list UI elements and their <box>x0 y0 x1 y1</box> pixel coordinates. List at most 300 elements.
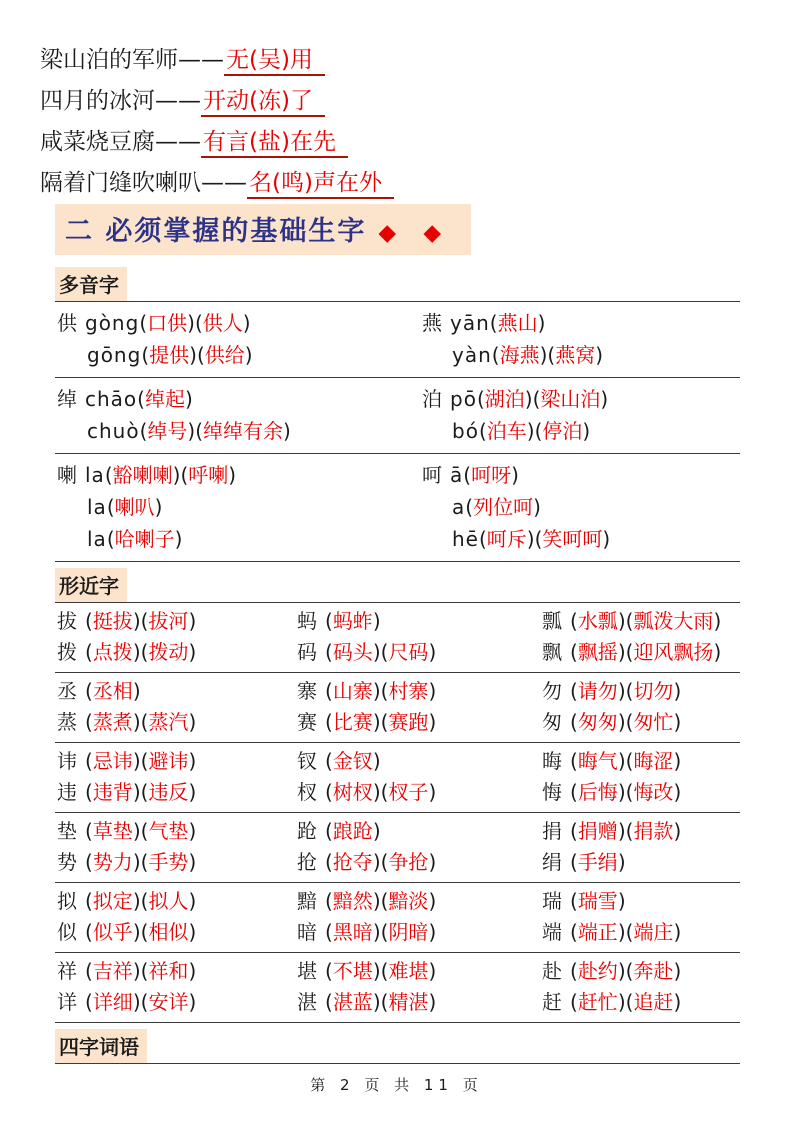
xingjin-cell <box>57 637 297 668</box>
close-paren: ) <box>132 640 141 664</box>
duoyin-group <box>55 378 740 454</box>
example-word: 点拨 <box>92 640 133 664</box>
riddle-line <box>40 40 793 81</box>
xingjin-cell <box>297 886 542 917</box>
xingjin-cell <box>57 676 297 707</box>
open-paren: ( <box>534 527 543 551</box>
duoyin-entry <box>57 459 422 555</box>
head-character: 拟 <box>57 889 77 913</box>
xingjin-row <box>57 886 740 917</box>
head-character: 绢 <box>542 850 562 874</box>
example-word: 豁喇喇 <box>112 463 173 487</box>
riddle-answer: 开动(冻)了 <box>201 88 325 117</box>
riddle-line <box>40 81 793 122</box>
example-word: 捐赠 <box>577 819 618 843</box>
open-paren: ( <box>85 959 93 983</box>
example-word: 迎风飘扬 <box>633 640 714 664</box>
xingjin-cell <box>542 777 740 808</box>
close-paren: ) <box>188 889 197 913</box>
head-character: 瑞 <box>542 889 562 913</box>
xingjin-cell <box>297 676 542 707</box>
example-word: 违反 <box>148 780 189 804</box>
close-paren: ) <box>713 640 722 664</box>
open-paren: ( <box>534 419 543 443</box>
close-paren: ) <box>428 990 437 1014</box>
open-paren: ( <box>325 749 333 773</box>
head-character: 呵 <box>422 463 442 487</box>
xingjin-cell <box>297 956 542 987</box>
riddle-dash: —— <box>201 170 247 196</box>
open-paren: ( <box>380 710 389 734</box>
example-word: 停泊 <box>542 419 583 443</box>
example-word: 供给 <box>204 343 245 367</box>
duoyin-line <box>422 523 740 555</box>
xingjin-cell <box>57 987 297 1018</box>
open-paren: ( <box>325 609 333 633</box>
close-paren: ) <box>372 819 381 843</box>
xingjin-cell <box>57 886 297 917</box>
open-paren: ( <box>380 889 389 913</box>
riddle-line <box>40 163 793 204</box>
duoyin-line <box>57 491 422 523</box>
open-paren: ( <box>106 527 115 551</box>
close-paren: ) <box>428 679 437 703</box>
close-paren: ) <box>673 749 682 773</box>
close-paren: ) <box>533 495 541 519</box>
xingjin-group <box>55 813 740 883</box>
example-word: 口供 <box>147 311 188 335</box>
close-paren: ) <box>188 640 197 664</box>
open-paren: ( <box>380 920 389 944</box>
close-paren: ) <box>154 495 163 519</box>
close-paren: ) <box>617 679 626 703</box>
close-paren: ) <box>372 959 381 983</box>
open-paren: ( <box>196 343 205 367</box>
example-word: 供人 <box>202 311 243 335</box>
close-paren: ) <box>244 343 253 367</box>
close-paren: ) <box>602 527 611 551</box>
page-footer: 第 2 页 共 11 页 <box>310 1076 483 1094</box>
duoyin-line <box>57 383 422 415</box>
riddle-question: 咸菜烧豆腐 <box>40 129 155 155</box>
xingjin-row <box>57 847 740 878</box>
open-paren: ( <box>85 710 93 734</box>
pinyin: hē <box>452 527 479 551</box>
duoyin-line <box>422 491 740 523</box>
example-word: 黯然 <box>332 889 373 913</box>
close-paren: ) <box>372 889 381 913</box>
example-word: 抢夺 <box>332 850 373 874</box>
pinyin: chuò <box>87 419 140 443</box>
close-paren: ) <box>187 419 196 443</box>
xingjin-group <box>55 953 740 1023</box>
example-word: 赛跑 <box>388 710 429 734</box>
open-paren: ( <box>140 640 149 664</box>
head-character: 赶 <box>542 990 562 1014</box>
open-paren: ( <box>380 959 389 983</box>
close-paren: ) <box>539 343 548 367</box>
xingjin-cell <box>542 707 740 738</box>
open-paren: ( <box>532 387 541 411</box>
pinyin: la <box>87 495 107 519</box>
close-paren: ) <box>132 920 141 944</box>
example-word: 避讳 <box>148 749 189 773</box>
duoyin-group <box>55 454 740 562</box>
riddle-line <box>40 122 793 163</box>
siziciyu-section <box>55 1029 740 1064</box>
duoyin-entry <box>57 307 422 371</box>
xingjin-cell <box>57 707 297 738</box>
open-paren: ( <box>380 679 389 703</box>
close-paren: ) <box>132 780 141 804</box>
example-word: 尺码 <box>388 640 429 664</box>
example-word: 瑞雪 <box>577 889 618 913</box>
example-word: 吉祥 <box>92 959 133 983</box>
open-paren: ( <box>85 749 93 773</box>
open-paren: ( <box>325 640 333 664</box>
xingjin-cell <box>542 606 740 637</box>
xingjin-row <box>57 777 740 808</box>
head-character: 湛 <box>297 990 317 1014</box>
open-paren: ( <box>106 495 115 519</box>
open-paren: ( <box>547 343 556 367</box>
close-paren: ) <box>526 527 535 551</box>
xingjin-cell <box>297 847 542 878</box>
open-paren: ( <box>140 850 149 874</box>
example-word: 祥和 <box>148 959 189 983</box>
close-paren: ) <box>132 749 141 773</box>
close-paren: ) <box>713 609 722 633</box>
riddle-dash: —— <box>155 88 201 114</box>
example-word: 提供 <box>149 343 190 367</box>
open-paren: ( <box>325 959 333 983</box>
open-paren: ( <box>85 819 93 843</box>
close-paren: ) <box>617 609 626 633</box>
example-word: 晦气 <box>577 749 618 773</box>
xingjin-cell <box>542 847 740 878</box>
xingjin-cell <box>297 777 542 808</box>
close-paren: ) <box>372 990 381 1014</box>
example-word: 燕山 <box>497 311 538 335</box>
example-word: 村寨 <box>388 679 429 703</box>
section-heading <box>55 204 471 255</box>
open-paren: ( <box>325 780 333 804</box>
example-word: 争抢 <box>388 850 429 874</box>
example-word: 飘摇 <box>577 640 618 664</box>
open-paren: ( <box>140 780 149 804</box>
close-paren: ) <box>600 387 609 411</box>
example-word: 树杈 <box>332 780 373 804</box>
pinyin: yàn <box>452 343 492 367</box>
pinyin: la <box>85 463 105 487</box>
xingjin-group <box>55 883 740 953</box>
example-word: 晦涩 <box>633 749 674 773</box>
close-paren: ) <box>595 343 604 367</box>
open-paren: ( <box>140 749 149 773</box>
example-word: 奔赴 <box>633 959 674 983</box>
head-character: 祥 <box>57 959 77 983</box>
duoyinzi-header <box>55 267 740 302</box>
example-word: 悔改 <box>633 780 674 804</box>
open-paren: ( <box>570 920 578 944</box>
duoyin-entry <box>422 383 740 447</box>
riddle-question: 四月的冰河 <box>40 88 155 114</box>
close-paren: ) <box>617 819 626 843</box>
riddle-answer: 名(鸣)声在外 <box>247 170 394 199</box>
example-word: 码头 <box>332 640 373 664</box>
close-paren: ) <box>188 850 197 874</box>
duoyin-line <box>422 339 740 371</box>
close-paren: ) <box>537 311 546 335</box>
example-word: 端庄 <box>633 920 674 944</box>
close-paren: ) <box>617 990 626 1014</box>
open-paren: ( <box>140 959 149 983</box>
example-word: 蒸汽 <box>148 710 189 734</box>
xingjin-cell <box>542 917 740 948</box>
example-word: 黯淡 <box>388 889 429 913</box>
head-character: 蚂 <box>297 609 317 633</box>
example-word: 喇叭 <box>114 495 155 519</box>
xingjin-cell <box>57 606 297 637</box>
open-paren: ( <box>570 679 578 703</box>
open-paren: ( <box>625 990 634 1014</box>
open-paren: ( <box>625 609 634 633</box>
close-paren: ) <box>372 850 381 874</box>
duoyin-entry <box>422 307 740 371</box>
open-paren: ( <box>325 850 333 874</box>
close-paren: ) <box>132 959 141 983</box>
open-paren: ( <box>85 679 93 703</box>
xingjin-row <box>57 637 740 668</box>
example-word: 海燕 <box>499 343 540 367</box>
close-paren: ) <box>188 710 197 734</box>
head-character: 勿 <box>542 679 562 703</box>
open-paren: ( <box>139 311 148 335</box>
duoyin-line <box>57 339 422 371</box>
example-word: 泊车 <box>486 419 527 443</box>
example-word: 安详 <box>148 990 189 1014</box>
close-paren: ) <box>188 959 197 983</box>
close-paren: ) <box>673 959 682 983</box>
example-word: 梁山泊 <box>540 387 601 411</box>
open-paren: ( <box>140 990 149 1014</box>
example-word: 丞相 <box>92 679 133 703</box>
close-paren: ) <box>132 990 141 1014</box>
close-paren: ) <box>172 463 181 487</box>
close-paren: ) <box>428 780 437 804</box>
example-word: 呵呀 <box>471 463 512 487</box>
example-word: 蒸煮 <box>92 710 133 734</box>
open-paren: ( <box>380 640 389 664</box>
close-paren: ) <box>617 850 626 874</box>
open-paren: ( <box>140 920 149 944</box>
riddle-answer: 无(吴)用 <box>224 47 325 76</box>
close-paren: ) <box>132 609 141 633</box>
example-word: 精湛 <box>388 990 429 1014</box>
head-character: 绰 <box>57 387 77 411</box>
close-paren: ) <box>617 959 626 983</box>
example-word: 水瓢 <box>577 609 618 633</box>
open-paren: ( <box>478 419 487 443</box>
riddle-dash: —— <box>178 47 224 73</box>
pinyin: chāo <box>85 387 138 411</box>
close-paren: ) <box>673 990 682 1014</box>
open-paren: ( <box>570 749 578 773</box>
open-paren: ( <box>139 419 148 443</box>
close-paren: ) <box>372 920 381 944</box>
head-character: 势 <box>57 850 77 874</box>
pinyin: pō <box>450 387 477 411</box>
xingjin-cell <box>297 637 542 668</box>
open-paren: ( <box>570 640 578 664</box>
xingjin-cell <box>297 987 542 1018</box>
xingjin-group <box>55 743 740 813</box>
open-paren: ( <box>325 679 333 703</box>
xingjin-row <box>57 746 740 777</box>
close-paren: ) <box>132 819 141 843</box>
open-paren: ( <box>85 609 93 633</box>
close-paren: ) <box>617 889 626 913</box>
close-paren: ) <box>372 679 381 703</box>
xingjin-cell <box>297 816 542 847</box>
close-paren: ) <box>372 710 381 734</box>
xingjin-cell <box>57 956 297 987</box>
riddle-question: 梁山泊的军师 <box>40 47 178 73</box>
head-character: 燕 <box>422 311 442 335</box>
open-paren: ( <box>85 780 93 804</box>
head-character: 瓢 <box>542 609 562 633</box>
open-paren: ( <box>140 889 149 913</box>
duoyin-line <box>57 307 422 339</box>
duoyinzi-title: 多音字 <box>55 267 127 301</box>
close-paren: ) <box>132 850 141 874</box>
duoyin-entry <box>422 459 740 555</box>
open-paren: ( <box>570 990 578 1014</box>
example-word: 草垫 <box>92 819 133 843</box>
head-character: 丞 <box>57 679 77 703</box>
example-word: 湛蓝 <box>332 990 373 1014</box>
close-paren: ) <box>673 679 682 703</box>
open-paren: ( <box>141 343 150 367</box>
open-paren: ( <box>478 527 487 551</box>
xingjin-cell <box>57 746 297 777</box>
example-word: 切勿 <box>633 679 674 703</box>
example-word: 呼喇 <box>188 463 229 487</box>
head-character: 泊 <box>422 387 442 411</box>
head-character: 晦 <box>542 749 562 773</box>
head-character: 杈 <box>297 780 317 804</box>
xingjin-row <box>57 987 740 1018</box>
close-paren: ) <box>372 609 381 633</box>
open-paren: ( <box>625 959 634 983</box>
example-word: 哈喇子 <box>114 527 175 551</box>
example-word: 黑暗 <box>332 920 373 944</box>
pinyin: gòng <box>85 311 140 335</box>
xingjinzi-section <box>55 568 740 1023</box>
open-paren: ( <box>325 710 333 734</box>
open-paren: ( <box>140 609 149 633</box>
head-character: 违 <box>57 780 77 804</box>
close-paren: ) <box>511 463 519 487</box>
close-paren: ) <box>428 889 437 913</box>
pinyin: bó <box>452 419 479 443</box>
xingjin-cell <box>57 847 297 878</box>
close-paren: ) <box>617 780 626 804</box>
duoyin-entry <box>57 383 422 447</box>
example-word: 笑呵呵 <box>542 527 603 551</box>
head-character: 讳 <box>57 749 77 773</box>
close-paren: ) <box>673 819 682 843</box>
close-paren: ) <box>174 527 183 551</box>
xingjin-row <box>57 956 740 987</box>
example-word: 匆忙 <box>633 710 674 734</box>
close-paren: ) <box>617 640 626 664</box>
xingjin-cell <box>57 777 297 808</box>
close-paren: ) <box>428 850 437 874</box>
xingjin-cell <box>297 707 542 738</box>
open-paren: ( <box>85 640 93 664</box>
duoyin-group <box>55 302 740 378</box>
close-paren: ) <box>188 780 197 804</box>
example-word: 山寨 <box>332 679 373 703</box>
example-word: 似乎 <box>92 920 133 944</box>
open-paren: ( <box>570 780 578 804</box>
example-word: 匆匆 <box>577 710 618 734</box>
open-paren: ( <box>137 387 145 411</box>
duoyin-line <box>422 415 740 447</box>
section-heading-text: 二 必须掌握的基础生字 <box>65 216 367 247</box>
example-word: 杈子 <box>388 780 429 804</box>
duoyin-line <box>422 307 740 339</box>
duoyinzi-section <box>55 267 740 562</box>
head-character: 赴 <box>542 959 562 983</box>
xingjin-cell <box>542 886 740 917</box>
example-word: 违背 <box>92 780 133 804</box>
pinyin: la <box>87 527 107 551</box>
example-word: 拟定 <box>92 889 133 913</box>
xingjin-group <box>55 603 740 673</box>
example-word: 相似 <box>148 920 189 944</box>
open-paren: ( <box>380 990 389 1014</box>
xingjin-row <box>57 816 740 847</box>
riddle-question: 隔着门缝吹喇叭 <box>40 170 201 196</box>
riddle-dash: —— <box>155 129 201 155</box>
riddle-answer: 有言(盐)在先 <box>201 129 348 158</box>
open-paren: ( <box>325 889 333 913</box>
close-paren: ) <box>428 640 437 664</box>
xingjinzi-groups <box>55 603 740 1023</box>
head-character: 匆 <box>542 710 562 734</box>
close-paren: ) <box>188 609 197 633</box>
close-paren: ) <box>372 640 381 664</box>
xingjinzi-header <box>55 568 740 603</box>
close-paren: ) <box>526 419 535 443</box>
duoyin-line <box>422 459 740 491</box>
example-word: 金钗 <box>332 749 373 773</box>
example-word: 拟人 <box>148 889 189 913</box>
xingjin-cell <box>57 816 297 847</box>
example-word: 阴暗 <box>388 920 429 944</box>
head-character: 抢 <box>297 850 317 874</box>
close-paren: ) <box>673 710 682 734</box>
open-paren: ( <box>463 463 472 487</box>
head-character: 捐 <box>542 819 562 843</box>
open-paren: ( <box>625 749 634 773</box>
head-character: 供 <box>57 311 77 335</box>
xingjin-cell <box>542 987 740 1018</box>
open-paren: ( <box>489 311 498 335</box>
close-paren: ) <box>188 990 197 1014</box>
